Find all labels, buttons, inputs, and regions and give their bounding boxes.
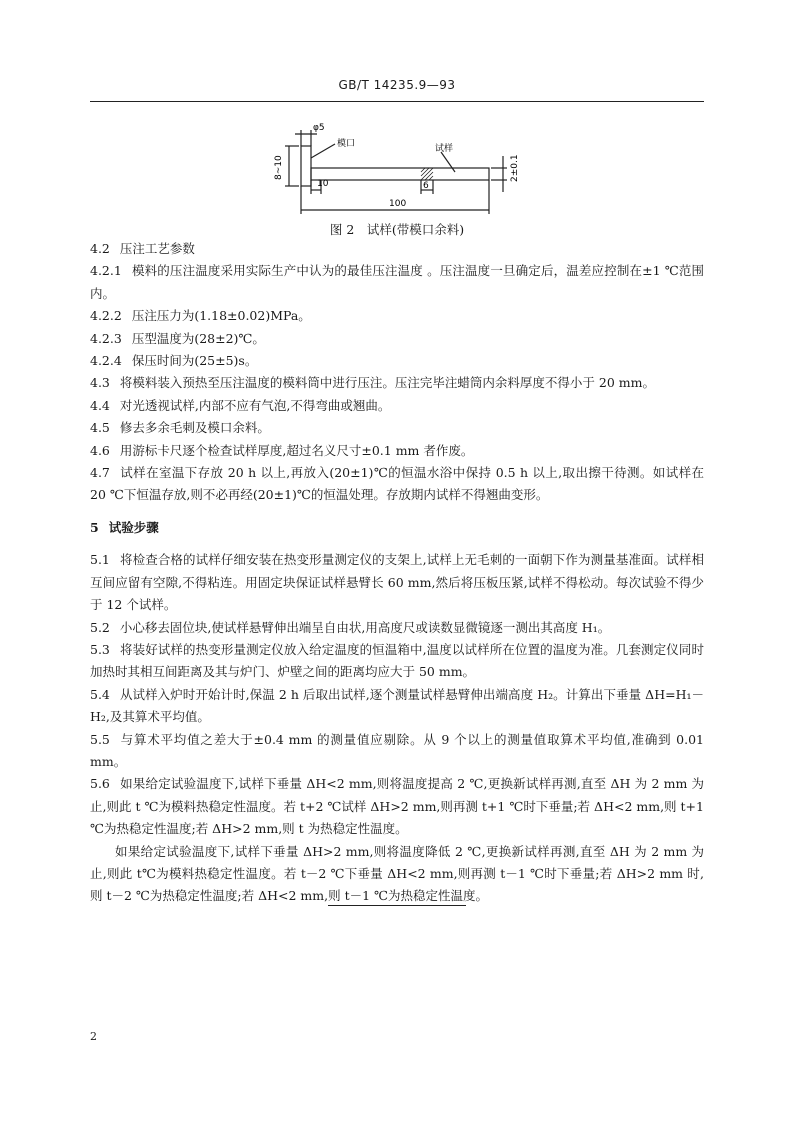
document-body xyxy=(90,238,704,908)
gate-label: 模口 xyxy=(337,139,356,149)
right-height-label: 2±0.1 xyxy=(510,154,520,182)
sample-label: 试样 xyxy=(435,144,454,154)
para-5-3: 5.3 将装好试样的热变形量测定仪放入给定温度的恒温箱中,温度以试样所在位置的温度为准。几套测定仪同时加热时其相互间距离及其与炉门、炉壁之间的距离均应大于 50 mm。 xyxy=(90,641,704,680)
header-rule xyxy=(90,101,704,102)
para-5-2: 5.2 小心移去固位块,使试样悬臂伸出端呈自由状,用高度尺或读数显微镜逐一测出其高度 H₁。 xyxy=(90,619,611,635)
para-4-4: 4.4 对光透视试样,内部不应有气泡,不得弯曲或翘曲。 xyxy=(90,397,391,413)
para-5-5: 5.5 与算术平均值之差大于±0.4 mm 的测量值应剔除。从 9 个以上的测量值取算术平均值,准确到 0.01 mm。 xyxy=(90,731,704,769)
para-4-2-1: 4.2.1 模料的压注温度采用实际生产中认为的最佳压注温度 。压注温度一旦确定后，温差应控制在±1 ℃范围内。 xyxy=(90,263,704,301)
section-5-heading: 5 试验步骤 xyxy=(90,519,159,535)
left-height-label: 8~10 xyxy=(274,155,284,180)
specimen-bar xyxy=(311,168,489,180)
para-5-6-cont: 如果给定试验温度下,试样下垂量 ΔH>2 mm,则将温度降低 2 ℃,更换新试样再测,直至 ΔH 为 2 mm 为止,则此 t℃为模料热稳定性温度。若 t－2 ℃下垂量 ΔH<2 mm,则再测 t－1 ℃时下垂量;若 ΔH>2 mm 时,则 t－2 ℃为热稳定性温度;若 ΔH<2 mm,则 t－1 ℃为热稳定性温度。 xyxy=(90,843,704,904)
figure-caption: 图 2 试样(带模口余料) xyxy=(329,222,465,237)
para-4-2: 4.2 压注工艺参数 xyxy=(90,241,195,256)
para-4-5: 4.5 修去多余毛刺及模口余料。 xyxy=(90,420,270,436)
gate-block xyxy=(301,146,311,186)
end-rule xyxy=(328,905,466,906)
para-4-2-4: 4.2.4 保压时间为(25±5)s。 xyxy=(90,353,258,369)
para-4-6: 4.6 用游标卡尺逐个检查试样厚度,超过名义尺寸±0.1 mm 者作废。 xyxy=(90,442,474,458)
para-5-6: 5.6 如果给定试验温度下,试样下垂量 ΔH<2 mm,则将温度提高 2 ℃,更换新试样再测,直至 ΔH 为 2 mm 为止,则此 t ℃为模料热稳定性温度。若 t+2 ℃试样 ΔH>2 mm,则再测 t+1 ℃时下垂量;若 ΔH<2 mm,则 t+1 ℃为热稳定性温度;若 ΔH>2 mm,则 t 为热稳定性温度。 xyxy=(90,776,704,837)
phi-label: φ5 xyxy=(313,123,325,133)
specimen-diagram xyxy=(255,118,545,218)
dim-100-label: 100 xyxy=(389,199,407,209)
dim-10-label: 10 xyxy=(317,179,329,189)
para-4-3: 4.3 将模料装入预热至压注温度的模料筒中进行压注。压注完毕注蜡筒内余料厚度不得小于 20 mm。 xyxy=(90,375,655,391)
para-5-1: 5.1 将检查合格的试样仔细安装在热变形量测定仪的支架上,试样上无毛刺的一面朝下作为测量基准面。试样相互间应留有空隙,不得粘连。用固定块保证试样悬臂长 60 mm,然后将压板压紧,试样不得松动。每次试验不得少于 12 个试样。 xyxy=(90,552,704,613)
page-number: 2 xyxy=(90,1030,97,1043)
para-5-4: 5.4 从试样入炉时开始计时,保温 2 h 后取出试样,逐个测量试样悬臂伸出端高度 H₂。计算出下垂量 ΔH=H₁－H₂,及其算术平均值。 xyxy=(90,686,704,725)
para-4-2-2: 4.2.2 压注压力为(1.18±0.02)MPa。 xyxy=(90,308,311,324)
dim-6-label: 6 xyxy=(423,181,429,191)
page-header: GB/T 14235.9—93 xyxy=(338,78,456,92)
figure-2 xyxy=(255,118,545,218)
para-4-2-3: 4.2.3 压型温度为(28±2)℃。 xyxy=(90,330,265,346)
para-4-7: 4.7 试样在室温下存放 20 h 以上,再放入(20±1)℃的恒温水浴中保持 0.5 h 以上,取出擦干待测。如试样在 20 ℃下恒温存放,则不必再经(20±1)℃的恒温处理。存放期内试样不得翘曲变形。 xyxy=(90,465,704,503)
